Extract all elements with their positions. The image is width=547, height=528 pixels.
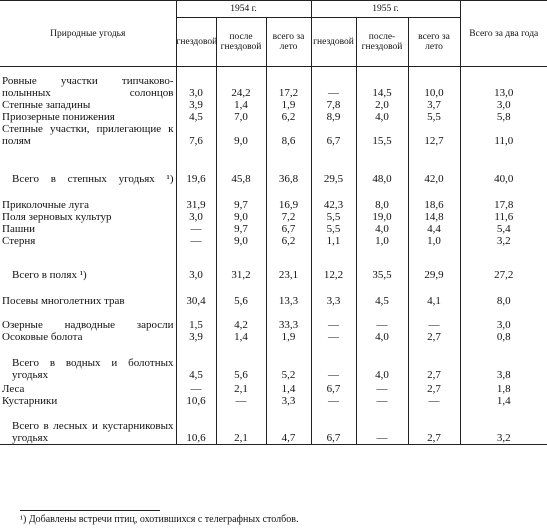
cell-value: 11,6: [460, 211, 547, 223]
cell-value: 45,8: [216, 147, 266, 185]
cell-value: —: [176, 223, 216, 235]
row-label: Ровные участки типчаково-полынных солонцов: [2, 74, 174, 99]
cell-value: —: [176, 235, 216, 247]
footnote: ¹) Добавлены встречи птиц, охотившихся с телеграфных столбов.: [20, 514, 299, 525]
row-label: Всего в водных и болотных угодьях: [12, 356, 174, 381]
cell-value: —: [356, 381, 408, 395]
cell-value: 7,6: [176, 123, 216, 147]
cell-value: 9,7: [216, 185, 266, 211]
table-row: [0, 247, 547, 281]
cell-value: 42,0: [408, 147, 460, 185]
cell-value: 0,8: [460, 331, 547, 343]
cell-value: 2,7: [408, 407, 460, 445]
cell-value: 8,6: [266, 123, 311, 147]
cell-value: 8,9: [311, 111, 356, 123]
cell-value: 4,5: [176, 343, 216, 381]
table-row: [0, 307, 547, 331]
cell-value: 1,1: [311, 235, 356, 247]
cell-value: —: [311, 307, 356, 331]
table-row: [0, 395, 547, 407]
cell-value: 2,0: [356, 99, 408, 111]
row-label: Посевы многолетних трав: [2, 294, 125, 307]
cell-value: 10,6: [176, 407, 216, 445]
cell-value: 36,8: [266, 147, 311, 185]
table-row: [0, 211, 547, 223]
cell-value: 1,4: [216, 99, 266, 111]
cell-value: 3,7: [408, 99, 460, 111]
cell-value: 3,0: [176, 67, 216, 99]
row-label: Осоковые болота: [2, 330, 83, 343]
cell-value: 1,8: [460, 381, 547, 395]
cell-value: 12,7: [408, 123, 460, 147]
cell-value: 29,9: [408, 247, 460, 281]
cell-value: 31,2: [216, 247, 266, 281]
cell-value: 17,8: [460, 185, 547, 211]
table-row: [0, 99, 547, 111]
cell-value: 3,0: [176, 247, 216, 281]
cell-value: 7,2: [266, 211, 311, 223]
cell-value: 4,0: [356, 343, 408, 381]
header-total: Всего за два года: [460, 1, 547, 67]
cell-value: 9,0: [216, 123, 266, 147]
header-postnesting-1954: после гнездовой: [216, 18, 266, 67]
table-row: [0, 67, 547, 99]
cell-value: 5,4: [460, 223, 547, 235]
cell-value: —: [408, 307, 460, 331]
cell-value: —: [311, 67, 356, 99]
table-row: [0, 331, 547, 343]
cell-value: 3,9: [176, 99, 216, 111]
cell-value: 17,2: [266, 67, 311, 99]
header-summer-1954: всего за лето: [266, 18, 311, 67]
footnote-rule: [20, 510, 299, 525]
cell-value: 2,1: [216, 407, 266, 445]
cell-value: 3,0: [460, 99, 547, 111]
table-row: [0, 381, 547, 395]
cell-value: 29,5: [311, 147, 356, 185]
cell-value: 5,5: [311, 211, 356, 223]
cell-value: —: [311, 343, 356, 381]
cell-value: 33,3: [266, 307, 311, 331]
table-row: [0, 147, 547, 185]
cell-value: 1,0: [408, 235, 460, 247]
row-label: Пашни: [2, 222, 36, 235]
cell-value: 1,4: [266, 381, 311, 395]
row-label: Степные участки, прилегающие к полям: [2, 122, 174, 147]
cell-value: 2,7: [408, 331, 460, 343]
cell-value: 3,9: [176, 331, 216, 343]
header-nesting-1955: гнездовой: [311, 18, 356, 67]
cell-value: 15,5: [356, 123, 408, 147]
cell-value: 7,8: [311, 99, 356, 111]
table-row: [0, 111, 547, 123]
cell-value: 4,2: [216, 307, 266, 331]
cell-value: 13,3: [266, 281, 311, 307]
cell-value: 3,0: [176, 211, 216, 223]
cell-value: 1,5: [176, 307, 216, 331]
cell-value: 11,0: [460, 123, 547, 147]
cell-value: 4,5: [356, 281, 408, 307]
cell-value: 1,9: [266, 99, 311, 111]
table-row: [0, 235, 547, 247]
header-nesting-1954: гнездовой: [176, 18, 216, 67]
cell-value: 6,7: [311, 123, 356, 147]
row-label: Озерные надводные заросли: [2, 318, 174, 331]
cell-value: 14,5: [356, 67, 408, 99]
header-year-1955: 1955 г.: [311, 1, 460, 18]
cell-value: 3,3: [311, 281, 356, 307]
cell-value: 5,5: [311, 223, 356, 235]
cell-value: 4,0: [356, 223, 408, 235]
cell-value: 6,2: [266, 235, 311, 247]
cell-value: 31,9: [176, 185, 216, 211]
row-label: Стерня: [2, 234, 36, 247]
cell-value: 5,6: [216, 343, 266, 381]
row-label: Поля зерновых культур: [2, 210, 112, 223]
cell-value: 3,8: [460, 343, 547, 381]
cell-value: 9,0: [216, 211, 266, 223]
table-row: [0, 185, 547, 211]
cell-value: 4,0: [356, 331, 408, 343]
row-label: Всего в лесных и кустарниковых угодьях: [0, 407, 176, 445]
cell-value: 8,0: [460, 281, 547, 307]
cell-value: —: [408, 395, 460, 407]
cell-value: 1,0: [356, 235, 408, 247]
row-label: Кустарники: [2, 394, 58, 407]
cell-value: 48,0: [356, 147, 408, 185]
cell-value: 6,2: [266, 111, 311, 123]
cell-value: 35,5: [356, 247, 408, 281]
cell-value: 30,4: [176, 281, 216, 307]
row-label: Леса: [2, 382, 25, 395]
cell-value: 10,6: [176, 395, 216, 407]
cell-value: 6,7: [311, 381, 356, 395]
cell-value: 13,0: [460, 67, 547, 99]
cell-value: 27,2: [460, 247, 547, 281]
header-summer-1955: всего за лето: [408, 18, 460, 67]
cell-value: 3,0: [460, 307, 547, 331]
cell-value: 16,9: [266, 185, 311, 211]
cell-value: 5,5: [408, 111, 460, 123]
cell-value: —: [356, 395, 408, 407]
cell-value: 3,2: [460, 235, 547, 247]
cell-value: 3,3: [266, 395, 311, 407]
cell-value: 12,2: [311, 247, 356, 281]
row-label: Приозерные понижения: [2, 110, 115, 123]
table-row: [0, 223, 547, 235]
cell-value: 9,0: [216, 235, 266, 247]
cell-value: 4,0: [356, 111, 408, 123]
cell-value: 4,5: [176, 111, 216, 123]
row-label: Всего в полях ¹): [12, 268, 87, 281]
cell-value: 4,7: [266, 407, 311, 445]
cell-value: 1,4: [460, 395, 547, 407]
row-label: Приколочные луга: [2, 198, 90, 211]
cell-value: 4,1: [408, 281, 460, 307]
cell-value: 42,3: [311, 185, 356, 211]
cell-value: 2,7: [408, 381, 460, 395]
cell-value: 10,0: [408, 67, 460, 99]
table-row: [0, 343, 547, 381]
cell-value: 2,7: [408, 343, 460, 381]
table-row: [0, 123, 547, 147]
cell-value: 5,2: [266, 343, 311, 381]
header-year-1954: 1954 г.: [176, 1, 311, 18]
table-row: [0, 281, 547, 307]
cell-value: 2,1: [216, 381, 266, 395]
cell-value: 7,0: [216, 111, 266, 123]
header-category: Природные угодья: [0, 1, 176, 67]
cell-value: 24,2: [216, 67, 266, 99]
cell-value: 5,6: [216, 281, 266, 307]
table-row: [0, 407, 547, 445]
cell-value: 6,7: [266, 223, 311, 235]
cell-value: —: [356, 307, 408, 331]
header-postnesting-1955: после-гнездовой: [356, 18, 408, 67]
cell-value: 6,7: [311, 407, 356, 445]
cell-value: 40,0: [460, 147, 547, 185]
cell-value: 1,9: [266, 331, 311, 343]
cell-value: 14,8: [408, 211, 460, 223]
cell-value: 8,0: [356, 185, 408, 211]
cell-value: 3,2: [460, 407, 547, 445]
row-label: Всего в степных угодьях ¹): [12, 172, 174, 185]
cell-value: 5,8: [460, 111, 547, 123]
cell-value: 23,1: [266, 247, 311, 281]
cell-value: —: [311, 395, 356, 407]
cell-value: 9,7: [216, 223, 266, 235]
row-label: Степные западины: [2, 98, 91, 111]
cell-value: —: [176, 381, 216, 395]
cell-value: —: [311, 331, 356, 343]
cell-value: —: [216, 395, 266, 407]
cell-value: 18,6: [408, 185, 460, 211]
cell-value: —: [356, 407, 408, 445]
cell-value: 1,4: [216, 331, 266, 343]
cell-value: 19,0: [356, 211, 408, 223]
cell-value: 4,4: [408, 223, 460, 235]
cell-value: 19,6: [176, 147, 216, 185]
